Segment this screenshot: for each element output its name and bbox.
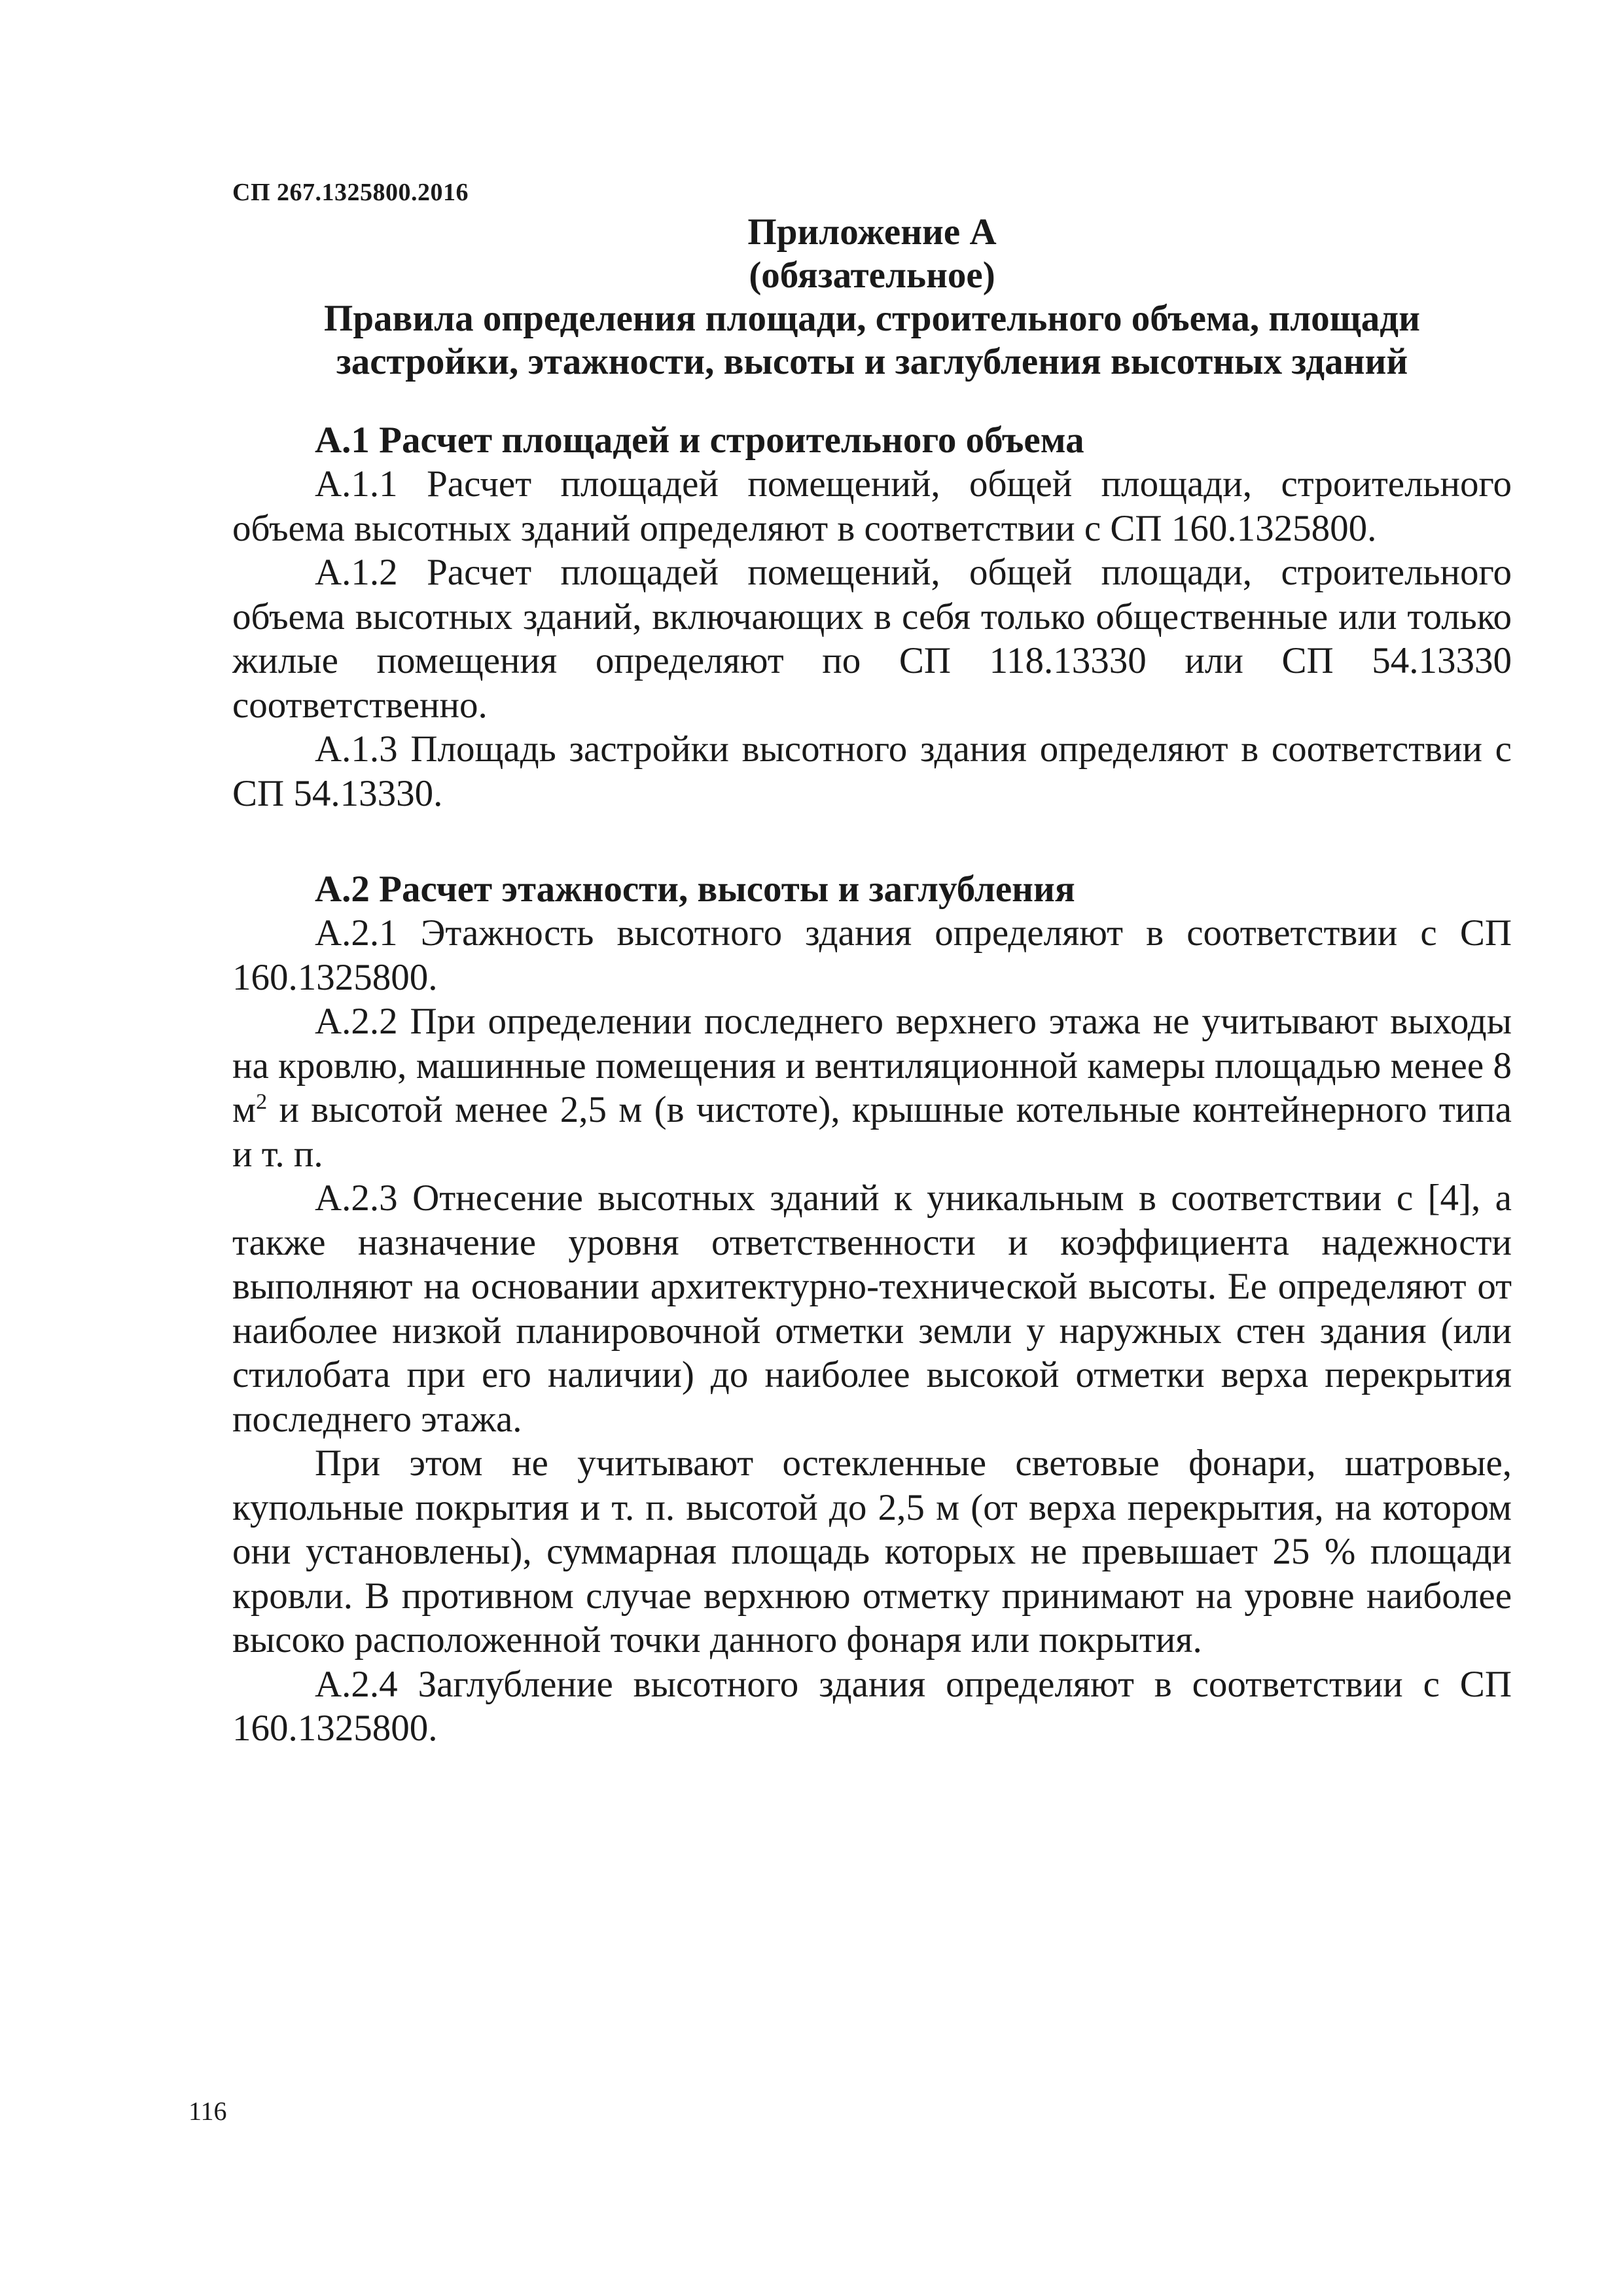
paragraph-a-1-2: А.1.2 Расчет площадей помещений, общей площади, строительного объема высотных зданий, включающих в себя только общественные или только жилые помещения определяют по СП 118.13330 или СП 54.13330 соответственно.: [232, 552, 1512, 726]
paragraph-a-2-2-text-end: и высотой менее 2,5 м (в чистоте), крышные котельные контейнерного типа и т. п.: [232, 1089, 1512, 1175]
appendix-title: Приложение А: [747, 211, 997, 253]
section-a2-heading: А.2 Расчет этажности, высоты и заглубления: [315, 869, 1075, 910]
paragraph-a-1-1: А.1.1 Расчет площадей помещений, общей площади, строительного объема высотных зданий определяют в соответствии с СП 160.1325800.: [232, 463, 1512, 549]
spacer: [232, 384, 1512, 419]
document-code: СП 267.1325800.2016: [232, 179, 469, 206]
appendix-heading-line-1: Правила определения площади, строительного объема, площади: [324, 298, 1420, 339]
appendix-status: (обязательное): [749, 255, 995, 296]
superscript-2: 2: [256, 1090, 268, 1114]
paragraph-a-2-1: А.2.1 Этажность высотного здания определяют в соответствии с СП 160.1325800.: [232, 912, 1512, 998]
paragraph-a-2-2-text-start: А.2.2 При определении последнего верхнего этажа не учитывают выходы на кровлю, машинные помещения и вентиляционной камеры площадью менее 8 м: [232, 1001, 1512, 1130]
section-a1-heading: А.1 Расчет площадей и строительного объема: [315, 420, 1084, 461]
paragraph-a-2-3: А.2.3 Отнесение высотных зданий к уникальным в соответствии с [4], а также назначение уровня ответственности и коэффициента надежности выполняют на основании архитектурно-технической высоты. Ее определяют от наиболее низкой планировочной отметки земли у наружных стен здания (или стилобата при его наличии) до наиболее высокой отметки верха перекрытия последнего этажа.: [232, 1177, 1512, 1440]
page-number: 116: [188, 2096, 227, 2126]
appendix-heading-line-2: застройки, этажности, высоты и заглубления высотных зданий: [336, 341, 1408, 382]
paragraph-a-2-3-continued: При этом не учитывают остекленные световые фонари, шатровые, купольные покрытия и т. п. высотой до 2,5 м (от верха перекрытия, на котором они установлены), суммарная площадь которых не превышает 25 % площади кровли. В противном случае верхнюю отметку принимают на уровне наиболее высоко расположенной точки данного фонаря или покрытия.: [232, 1443, 1512, 1660]
page-content: [232, 211, 1512, 1751]
paragraph-a-1-3: А.1.3 Площадь застройки высотного здания определяют в соответствии с СП 54.13330.: [232, 728, 1512, 814]
paragraph-a-2-2: [232, 999, 1512, 1176]
paragraph-a-2-4: А.2.4 Заглубление высотного здания определяют в соответствии с СП 160.1325800.: [232, 1663, 1512, 1749]
spacer: [232, 816, 1512, 868]
